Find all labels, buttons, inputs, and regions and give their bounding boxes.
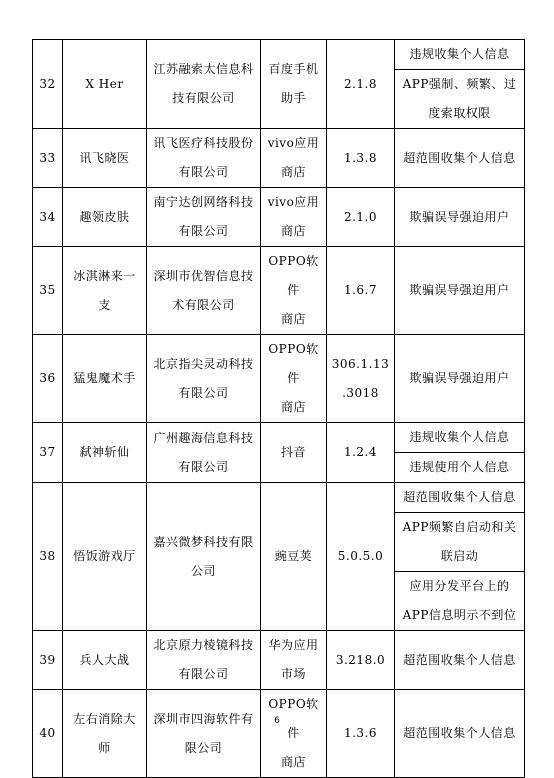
cell-line: 违规收集个人信息 [409,430,510,444]
row-number-cell: 33 [33,129,63,188]
table-row [33,483,525,513]
issue-cell [395,247,525,335]
app-name-cell [63,335,147,423]
version-cell [327,129,395,188]
cell-line: 江苏融索太信息科 [153,62,254,76]
table-row [33,690,525,778]
cell-line: 欺骗误导强迫用户 [409,283,510,297]
app-name-cell [63,483,147,631]
cell-line: 技有限公司 [172,91,235,105]
cell-line: 华为应用 [268,638,319,652]
issue-cell [395,572,525,631]
app-name-cell [63,690,147,778]
app-name-cell [63,423,147,483]
cell-line: vivo应用 [267,136,320,150]
cell-line: 市场 [280,667,306,681]
developer-cell [147,40,261,129]
cell-line: 弑神斩仙 [79,445,130,459]
developer-cell [147,690,261,778]
row-number-cell: 40 [33,690,63,778]
cell-line: vivo应用 [267,195,320,209]
cell-line: 违规使用个人信息 [409,460,510,474]
table-row [33,40,525,70]
issue-cell [395,690,525,778]
cell-line: 欺骗误导强迫用户 [409,209,510,224]
cell-line: 商店 [280,224,306,238]
version-cell [327,423,395,483]
row-number-cell: 37 [33,423,63,483]
table-row [33,247,525,335]
cell-line: APP频繁自启动和关 [402,520,517,534]
cell-line: 南宁达创网络科技 [153,195,254,209]
cell-line: APP强制、频繁、过 [402,77,517,91]
cell-line: 3.218.0 [335,652,386,667]
row-number-cell: 38 [33,483,63,631]
app-store-cell [261,335,327,423]
issue-cell [395,188,525,247]
app-name-cell [63,129,147,188]
cell-line: 违规收集个人信息 [409,47,510,61]
developer-cell [147,247,261,335]
cell-line: 商店 [280,165,306,179]
cell-line: 有限公司 [178,667,229,681]
issue-cell [395,335,525,423]
version-cell [327,631,395,690]
cell-line: 冰淇淋来一 [73,268,136,283]
cell-line: OPPO软件 [268,254,319,297]
cell-line: 有限公司 [178,224,229,238]
row-number-cell: 34 [33,188,63,247]
table-row [33,631,525,690]
issue-cell [395,513,525,572]
developer-cell [147,129,261,188]
cell-line: 超范围收集个人信息 [403,652,516,667]
app-name-cell [63,247,147,335]
developer-cell [147,483,261,631]
cell-line: 讯飞晓医 [79,150,130,165]
cell-line: X Her [85,76,124,91]
issue-cell [395,483,525,513]
issue-cell [395,129,525,188]
version-cell [327,247,395,335]
cell-line: 猛鬼魔术手 [73,371,136,385]
cell-line: 1.2.4 [343,445,378,459]
developer-cell [147,188,261,247]
cell-line: 百度手机 [268,62,319,76]
row-number-cell: 35 [33,247,63,335]
cell-line: 欺骗误导强迫用户 [409,371,510,385]
cell-line: 术有限公司 [172,297,235,312]
cell-line: 超范围收集个人信息 [403,150,516,165]
cell-line: 商店 [280,400,306,414]
cell-line: 广州趣海信息科技 [153,430,254,445]
version-cell [327,188,395,247]
cell-line: 2.1.8 [343,76,378,91]
issue-cell [395,70,525,129]
cell-line: 商店 [280,312,306,326]
cell-line: 嘉兴微梦科技有限 [153,534,254,549]
cell-line: 应用分发平台上的 [409,579,510,593]
app-name-cell [63,40,147,129]
cell-line: 限公司 [184,740,223,755]
cell-line: 2.1.0 [343,209,378,224]
cell-line: 趣领皮肤 [79,209,130,224]
table-row [33,423,525,453]
app-name-cell [63,631,147,690]
issue-cell [395,423,525,453]
app-store-cell [261,129,327,188]
cell-line: 有限公司 [178,459,229,474]
cell-line: 有限公司 [178,385,229,400]
cell-line: OPPO软件 [268,342,319,385]
cell-line: OPPO软件 [268,697,319,740]
row-number-cell: 32 [33,40,63,129]
issue-cell [395,453,525,483]
cell-line: 1.3.8 [343,150,378,165]
cell-line: 支 [98,297,111,312]
table-row [33,129,525,188]
cell-line: 豌豆荚 [274,549,313,563]
cell-line: 有限公司 [178,165,229,179]
app-store-cell [261,631,327,690]
cell-line: 联启动 [440,549,479,563]
app-store-cell [261,690,327,778]
issue-cell [395,631,525,690]
app-store-cell [261,188,327,247]
cell-line: 商店 [280,755,306,769]
app-store-cell [261,423,327,483]
cell-line: 抖音 [280,445,306,459]
page-number: 6 [274,716,280,726]
table-row [33,188,525,247]
app-store-cell [261,40,327,129]
cell-line: 306.1.13 [331,356,390,371]
cell-line: 超范围收集个人信息 [403,726,516,740]
cell-line: 1.3.6 [343,726,378,740]
cell-line: 5.0.5.0 [337,549,384,563]
issue-cell [395,40,525,70]
cell-line: 左右消除大 [73,711,136,726]
cell-line: 深圳市四海软件有 [153,711,254,726]
row-number-cell: 36 [33,335,63,423]
developer-cell [147,631,261,690]
cell-line: 深圳市优智信息技 [153,268,254,283]
app-violation-table [32,39,525,778]
cell-line: 助手 [280,91,306,105]
row-number-cell: 39 [33,631,63,690]
cell-line: 北京原力棱镜科技 [153,638,254,652]
cell-line: 兵人大战 [79,652,130,667]
version-cell [327,335,395,423]
cell-line: 公司 [190,563,216,578]
developer-cell [147,423,261,483]
cell-line: 讯飞医疗科技股份 [153,136,254,150]
cell-line: 度索取权限 [428,106,491,120]
cell-line: APP信息明示不到位 [402,608,517,622]
version-cell [327,483,395,631]
version-cell [327,40,395,129]
developer-cell [147,335,261,423]
table-row [33,335,525,423]
app-store-cell [261,483,327,631]
cell-line: 北京指尖灵动科技 [153,356,254,371]
app-store-cell [261,247,327,335]
cell-line: 超范围收集个人信息 [403,490,516,504]
app-name-cell [63,188,147,247]
cell-line: 师 [98,740,111,755]
version-cell [327,690,395,778]
cell-line: 1.6.7 [343,283,378,297]
cell-line: .3018 [342,385,379,400]
cell-line: 悟饭游戏厅 [73,549,136,563]
